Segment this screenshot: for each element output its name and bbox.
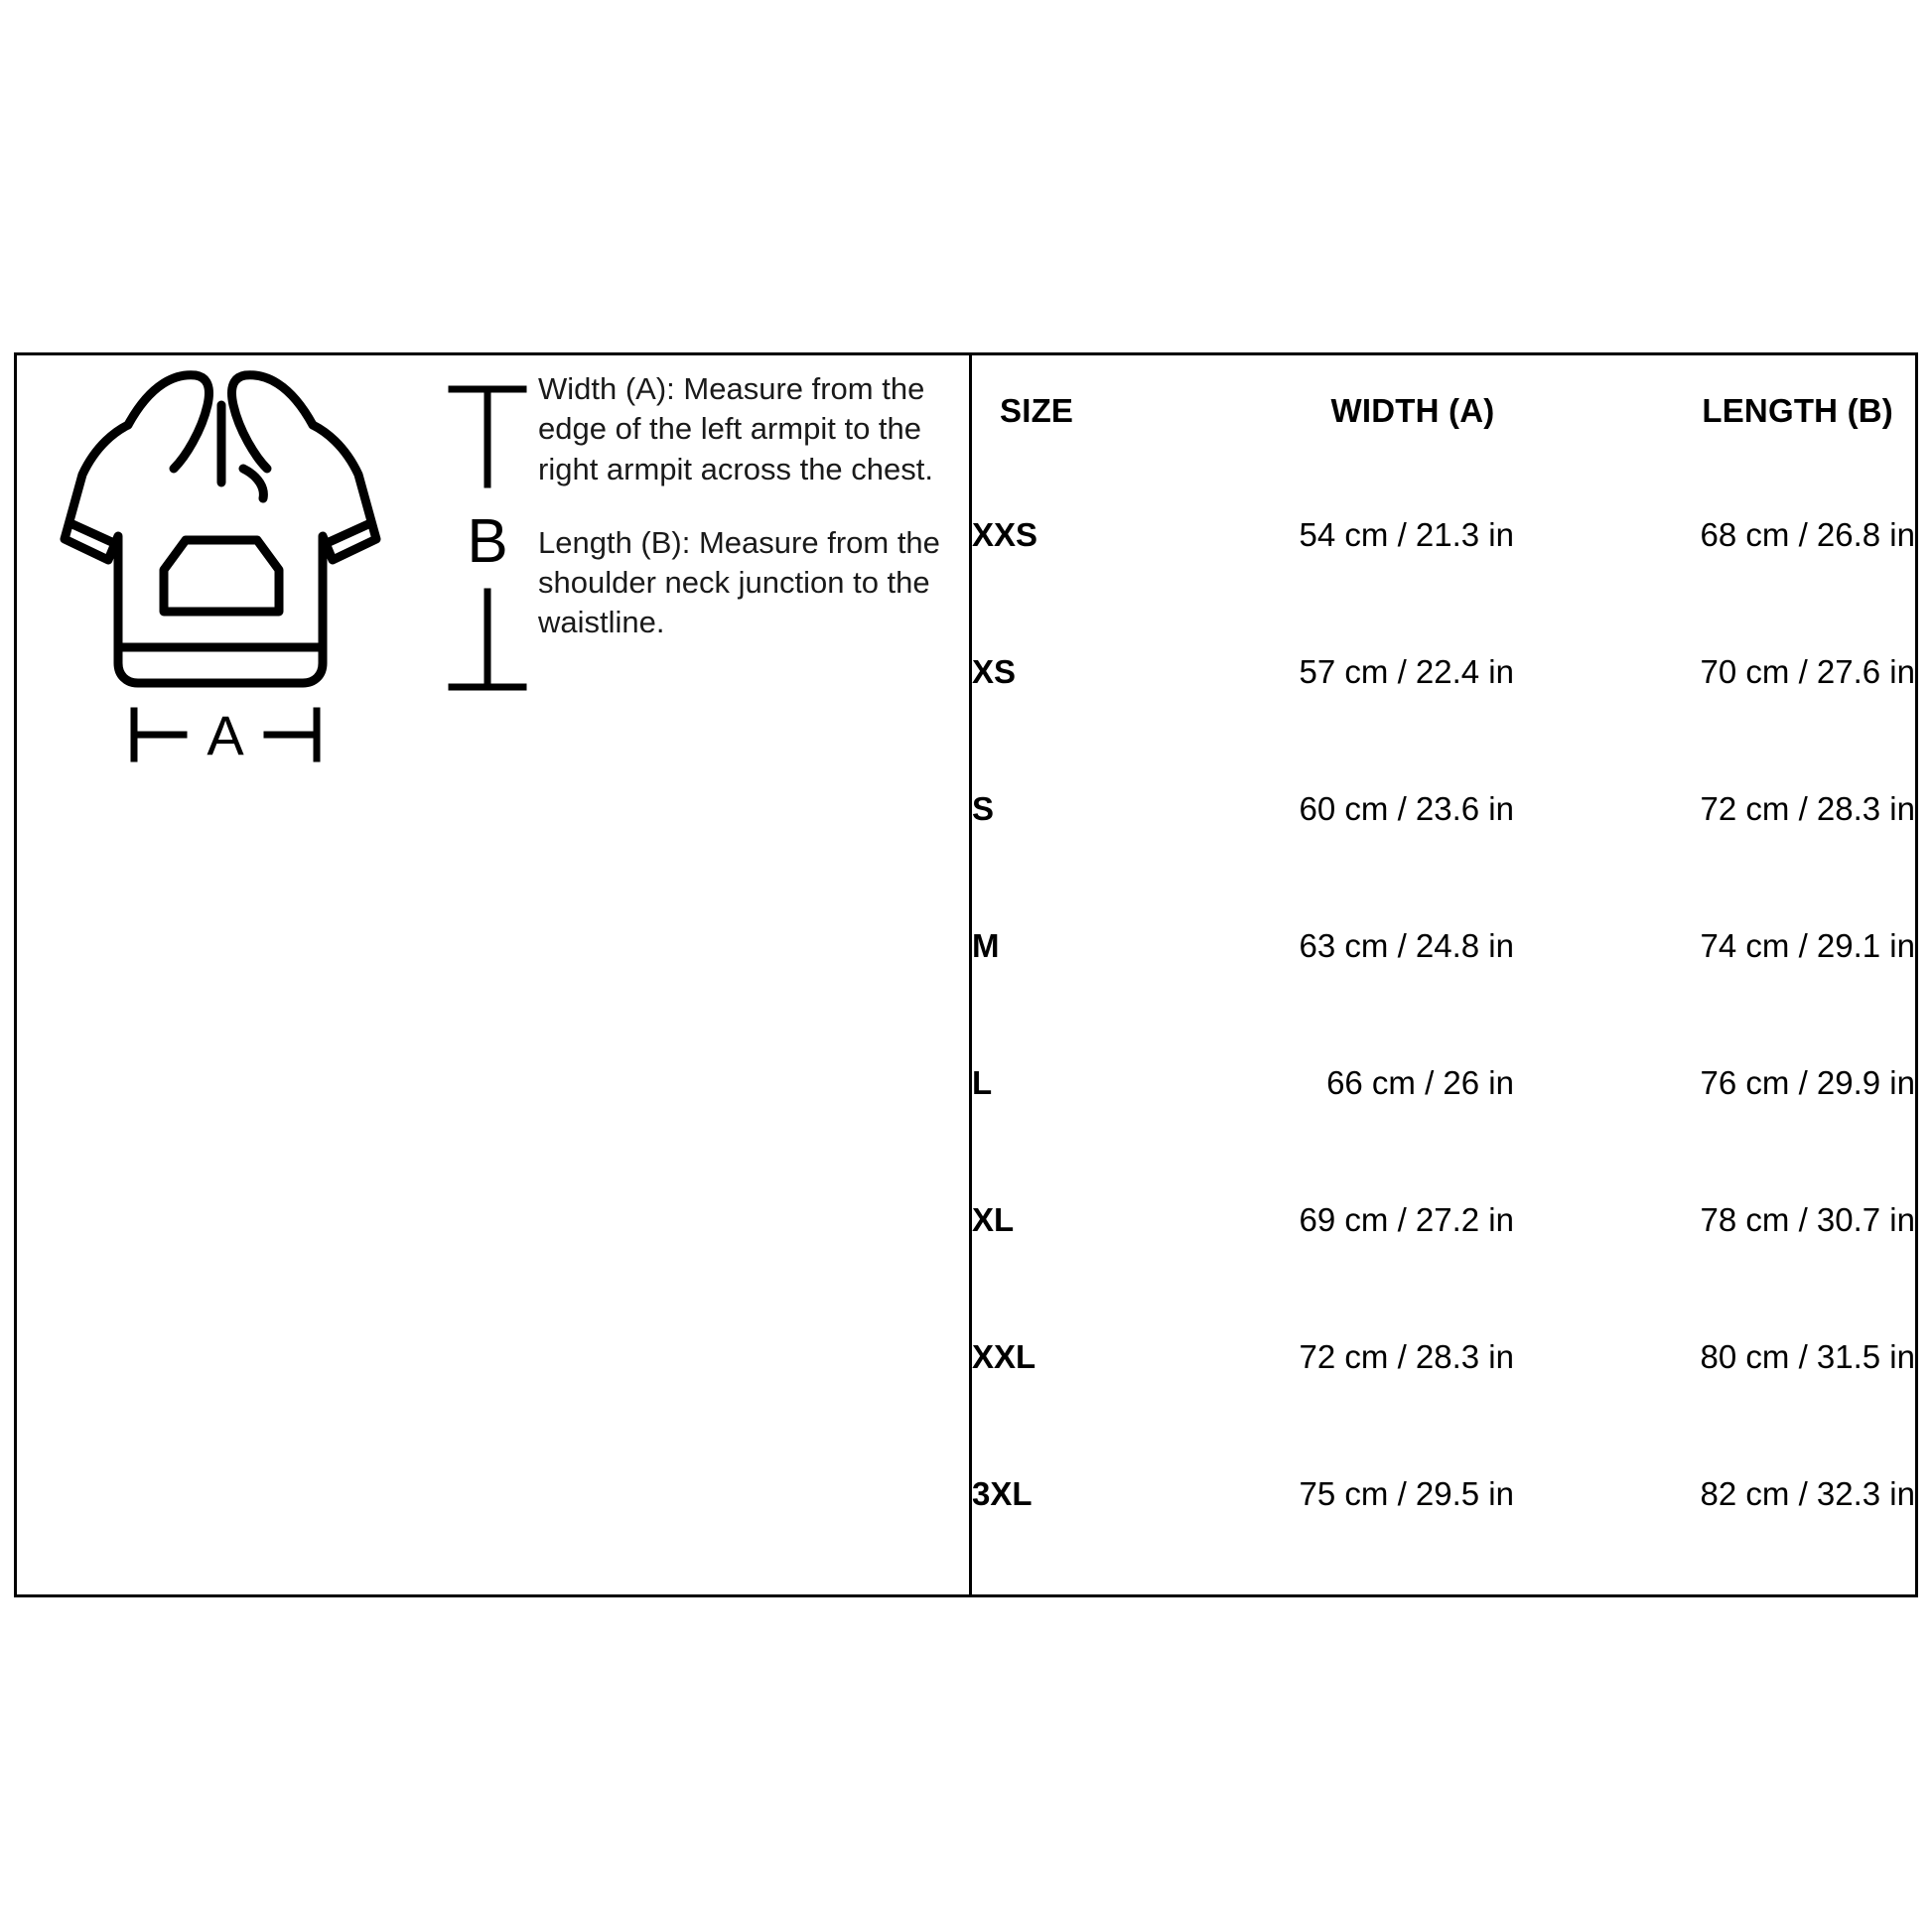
table-row	[972, 878, 1915, 1015]
cell-length: 80 cm / 31.5 in	[1700, 1338, 1915, 1375]
cell-size: 3XL	[972, 1475, 1033, 1512]
cell-length: 74 cm / 29.1 in	[1700, 927, 1915, 964]
cell-width: 75 cm / 29.5 in	[1299, 1475, 1514, 1512]
size-table	[972, 355, 1915, 1563]
column-header-size: SIZE	[1000, 392, 1074, 429]
cell-width: 54 cm / 21.3 in	[1299, 516, 1514, 553]
size-table-panel	[972, 355, 1915, 1594]
table-row	[972, 1015, 1915, 1152]
svg-text:A: A	[207, 704, 244, 766]
cell-length: 82 cm / 32.3 in	[1700, 1475, 1915, 1512]
cell-size: XXS	[972, 516, 1038, 553]
width-dimension-marker	[126, 703, 325, 772]
measurement-guide-panel	[17, 355, 972, 1594]
cell-length: 70 cm / 27.6 in	[1700, 653, 1915, 690]
cell-size: L	[972, 1064, 993, 1101]
cell-width: 69 cm / 27.2 in	[1299, 1201, 1514, 1238]
cell-width: 60 cm / 23.6 in	[1299, 790, 1514, 827]
table-row	[972, 1426, 1915, 1563]
hoodie-diagram-icon	[57, 365, 384, 723]
table-row	[972, 604, 1915, 741]
size-chart	[14, 352, 1918, 1597]
cell-size: M	[972, 927, 1000, 964]
cell-length: 76 cm / 29.9 in	[1700, 1064, 1915, 1101]
cell-size: XL	[972, 1201, 1015, 1238]
cell-width: 63 cm / 24.8 in	[1299, 927, 1514, 964]
width-instruction-text: Width (A): Measure from the edge of the left armpit to the right armpit across the chest.	[538, 371, 933, 486]
cell-length: 78 cm / 30.7 in	[1700, 1201, 1915, 1238]
cell-size: XS	[972, 653, 1017, 690]
column-header-width: WIDTH (A)	[1330, 392, 1495, 429]
cell-length: 68 cm / 26.8 in	[1700, 516, 1915, 553]
cell-size: S	[972, 790, 995, 827]
table-row	[972, 1152, 1915, 1289]
cell-length: 72 cm / 28.3 in	[1700, 790, 1915, 827]
length-instruction-text: Length (B): Measure from the shoulder neck junction to the waistline.	[538, 524, 940, 640]
table-row	[972, 1289, 1915, 1426]
cell-size: XXL	[972, 1338, 1036, 1375]
cell-width: 72 cm / 28.3 in	[1299, 1338, 1514, 1375]
cell-width: 66 cm / 26 in	[1326, 1064, 1514, 1101]
cell-width: 57 cm / 22.4 in	[1299, 653, 1514, 690]
table-row	[972, 467, 1915, 604]
measurement-instructions	[538, 369, 960, 643]
column-header-length: LENGTH (B)	[1702, 392, 1893, 429]
svg-text:B: B	[467, 507, 508, 576]
length-dimension-marker	[434, 375, 543, 703]
table-row	[972, 741, 1915, 878]
table-header-row	[972, 355, 1915, 467]
